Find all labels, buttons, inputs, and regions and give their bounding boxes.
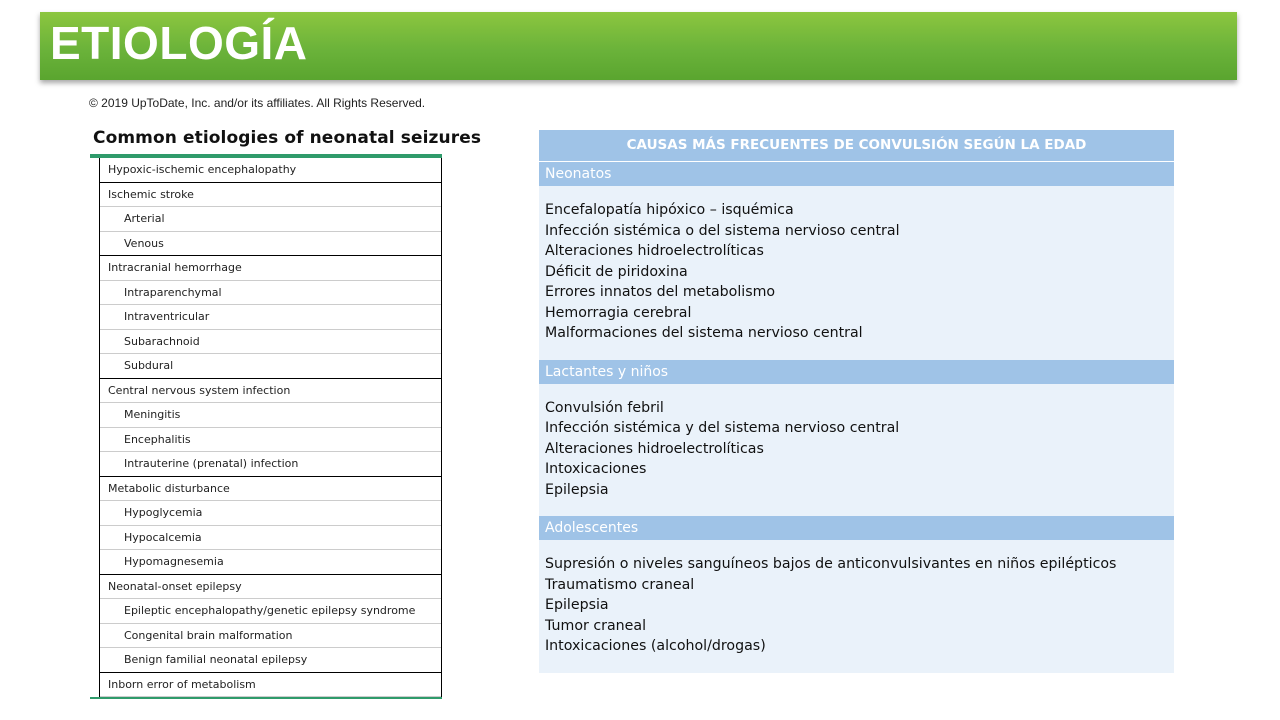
list-item: Intoxicaciones xyxy=(545,461,647,477)
table-rows xyxy=(99,158,442,697)
list-item: Infección sistémica y del sistema nervioso central xyxy=(545,420,900,436)
copyright-notice: © 2019 UpToDate, Inc. and/or its affiliates. All Rights Reserved. xyxy=(89,96,426,110)
table-row: Subdural xyxy=(100,354,441,379)
table-row: Intrauterine (prenatal) infection xyxy=(100,452,441,477)
table-row: Hypoglycemia xyxy=(100,501,441,526)
list-item: Traumatismo craneal xyxy=(545,576,695,593)
table-row: Hypomagnesemia xyxy=(100,550,441,575)
table-row: Neonatal-onset epilepsy xyxy=(100,574,441,600)
section-items xyxy=(539,186,1174,360)
list-item: Alteraciones hidroelectrolíticas xyxy=(545,243,764,259)
table-row: Intraparenchymal xyxy=(100,281,441,306)
section-label: Adolescentes xyxy=(539,516,1174,540)
section-items xyxy=(539,384,1174,517)
table-bottom-rule xyxy=(90,697,442,699)
list-item: Epilepsia xyxy=(545,597,609,613)
age-causes-table xyxy=(539,130,1174,673)
section-label: Lactantes y niños xyxy=(539,360,1174,384)
list-item: Hemorragia cerebral xyxy=(545,304,692,321)
table-row: Venous xyxy=(100,232,441,257)
table-row: Epileptic encephalopathy/genetic epilepsy syndrome xyxy=(100,599,441,624)
table-row: Metabolic disturbance xyxy=(100,476,441,502)
list-item: Malformaciones del sistema nervioso central xyxy=(545,325,863,341)
section-items xyxy=(539,540,1174,673)
table-row: Congenital brain malformation xyxy=(100,624,441,649)
age-causes-header: CAUSAS MÁS FRECUENTES DE CONVULSIÓN SEGÚN LA EDAD xyxy=(539,130,1174,162)
list-item: Epilepsia xyxy=(545,481,609,498)
table-row: Central nervous system infection xyxy=(100,378,441,404)
list-item: Tumor craneal xyxy=(545,617,647,634)
list-item: Infección sistémica o del sistema nervioso central xyxy=(545,222,900,239)
table-row: Hypoxic-ischemic encephalopathy xyxy=(100,158,441,183)
list-item: Alteraciones hidroelectrolíticas xyxy=(545,440,764,457)
table-row: Arterial xyxy=(100,207,441,232)
table-row: Hypocalcemia xyxy=(100,526,441,551)
section-label: Neonatos xyxy=(539,162,1174,186)
table-row: Subarachnoid xyxy=(100,330,441,355)
table-row: Intracranial hemorrhage xyxy=(100,255,441,281)
table-row: Intraventricular xyxy=(100,305,441,330)
slide-title: ETIOLOGÍA xyxy=(50,17,308,69)
neonatal-etiologies-table xyxy=(90,154,442,699)
list-item: Déficit de piridoxina xyxy=(545,263,688,280)
table-row: Ischemic stroke xyxy=(100,182,441,208)
list-item: Encefalopatía hipóxico – isquémica xyxy=(545,202,794,218)
list-item: Errores innatos del metabolismo xyxy=(545,284,776,300)
list-item: Intoxicaciones (alcohol/drogas) xyxy=(545,638,766,654)
table-row: Inborn error of metabolism xyxy=(100,672,441,698)
list-item: Convulsión febril xyxy=(545,399,664,416)
table-row: Meningitis xyxy=(100,403,441,428)
title-bar xyxy=(40,12,1237,80)
left-table-title: Common etiologies of neonatal seizures xyxy=(93,128,482,148)
list-item: Supresión o niveles sanguíneos bajos de anticonvulsivantes en niños epilépticos xyxy=(545,556,1117,572)
table-row: Benign familial neonatal epilepsy xyxy=(100,648,441,673)
table-row: Encephalitis xyxy=(100,428,441,453)
